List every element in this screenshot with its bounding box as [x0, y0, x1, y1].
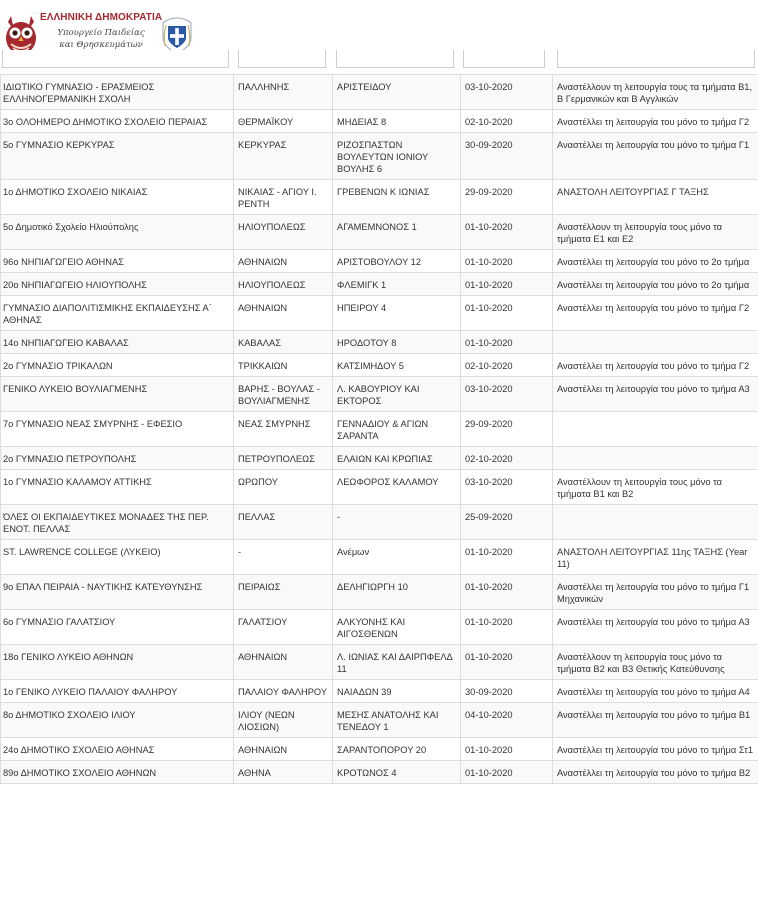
table-row — [1, 540, 758, 575]
cell-date: 01-10-2020 — [461, 273, 553, 296]
table-row — [1, 703, 758, 738]
cell-date: 01-10-2020 — [461, 575, 553, 610]
cell-school: 3ο ΟΛΟΗΜΕΡΟ ΔΗΜΟΤΙΚΟ ΣΧΟΛΕΙΟ ΠΕΡΑΙΑΣ — [1, 110, 234, 133]
cell-date: 04-10-2020 — [461, 703, 553, 738]
cell-address: ΔΕΛΗΓΙΩΡΓΗ 10 — [333, 575, 461, 610]
cell-municipality: ΑΘΗΝΑ — [234, 761, 333, 784]
cell-municipality: ΑΘΗΝΑΙΩΝ — [234, 296, 333, 331]
cell-address: ΗΡΟΔΟΤΟΥ 8 — [333, 331, 461, 354]
logo-title: ΕΛΛΗΝΙΚΗ ΔΗΜΟΚΡΑΤΙΑ — [40, 12, 163, 23]
cell-municipality: ΑΘΗΝΑΙΩΝ — [234, 738, 333, 761]
cell-school: 18ο ΓΕΝΙΚΟ ΛΥΚΕΙΟ ΑΘΗΝΩΝ — [1, 645, 234, 680]
cell-address: ΝΑΙΑΔΩΝ 39 — [333, 680, 461, 703]
filter-municipality[interactable] — [238, 50, 326, 68]
cell-note: Αναστέλλει τη λειτουργία του μόνο το τμήμα Γ2 — [553, 354, 758, 377]
cell-municipality: ΗΛΙΟΥΠΟΛΕΩΣ — [234, 215, 333, 250]
cell-school: ST. LAWRENCE COLLEGE (ΛΥΚΕΙΟ) — [1, 540, 234, 575]
cell-municipality: ΝΙΚΑΙΑΣ - ΑΓΙΟΥ Ι. ΡΕΝΤΗ — [234, 180, 333, 215]
cell-note: Αναστέλλουν τη λειτουργία τους μόνο τα τμήματα Β1 και Β2 — [553, 470, 758, 505]
logo-subtitle-2: και Θρησκευμάτων — [59, 40, 143, 50]
cell-date: 01-10-2020 — [461, 738, 553, 761]
cell-municipality: ΚΑΒΑΛΑΣ — [234, 331, 333, 354]
cell-address: ΣΑΡΑΝΤΟΠΟΡΟΥ 20 — [333, 738, 461, 761]
site-header — [0, 0, 758, 56]
table-row — [1, 296, 758, 331]
cell-school: 20ο ΝΗΠΙΑΓΩΓΕΙΟ ΗΛΙΟΥΠΟΛΗΣ — [1, 273, 234, 296]
cell-municipality: ΤΡΙΚΚΑΙΩΝ — [234, 354, 333, 377]
cell-municipality: ΒΑΡΗΣ - ΒΟΥΛΑΣ - ΒΟΥΛΙΑΓΜΕΝΗΣ — [234, 377, 333, 412]
cell-date: 01-10-2020 — [461, 645, 553, 680]
cell-address: ΚΑΤΣΙΜΗΔΟΥ 5 — [333, 354, 461, 377]
table-row — [1, 133, 758, 180]
table-row — [1, 377, 758, 412]
cell-school: 6ο ΓΥΜΝΑΣΙΟ ΓΑΛΑΤΣΙΟΥ — [1, 610, 234, 645]
cell-address: ΚΡΟΤΩΝΟΣ 4 — [333, 761, 461, 784]
table-row — [1, 447, 758, 470]
cell-note: Αναστέλλει τη λειτουργία του μόνο το τμήμα Στ1 — [553, 738, 758, 761]
cell-note: ΑΝΑΣΤΟΛΗ ΛΕΙΤΟΥΡΓΙΑΣ Γ ΤΑΞΗΣ — [553, 180, 758, 215]
cell-municipality: ΩΡΩΠΟΥ — [234, 470, 333, 505]
cell-address: ΕΛΑΙΩΝ ΚΑΙ ΚΡΩΠΙΑΣ — [333, 447, 461, 470]
cell-note: Αναστέλλει τη λειτουργία του μόνο το τμήμα Γ1 — [553, 133, 758, 180]
cell-school: 5ο Δημοτικό Σχολείο Ηλιούπολης — [1, 215, 234, 250]
cell-date: 03-10-2020 — [461, 470, 553, 505]
cell-note: Αναστέλλει τη λειτουργία του μόνο το τμήμα Β1 — [553, 703, 758, 738]
cell-date: 30-09-2020 — [461, 133, 553, 180]
cell-school: ΌΛΕΣ ΟΙ ΕΚΠΑΙΔΕΥΤΙΚΕΣ ΜΟΝΑΔΕΣ ΤΗΣ ΠΕΡ. ΕΝΟΤ. ΠΕΛΛΑΣ — [1, 505, 234, 540]
cell-note: Αναστέλλουν τη λειτουργία τους μόνο τα τμήματα Β2 και Β3 Θετικής Κατεύθυνσης — [553, 645, 758, 680]
table-row — [1, 412, 758, 447]
cell-date: 02-10-2020 — [461, 447, 553, 470]
cell-address: ΑΓΑΜΕΜΝΟΝΟΣ 1 — [333, 215, 461, 250]
cell-school: 89ο ΔΗΜΟΤΙΚΟ ΣΧΟΛΕΙΟ ΑΘΗΝΩΝ — [1, 761, 234, 784]
cell-note: Αναστέλλει τη λειτουργία του μόνο το τμήμα Γ2 — [553, 110, 758, 133]
table-row — [1, 680, 758, 703]
cell-school: 9ο ΕΠΑΛ ΠΕΙΡΑΙΑ - ΝΑΥΤΙΚΗΣ ΚΑΤΕΥΘΥΝΣΗΣ — [1, 575, 234, 610]
table-row — [1, 331, 758, 354]
cell-note: Αναστέλλει τη λειτουργία του μόνο το τμήμα Γ1 Μηχανικών — [553, 575, 758, 610]
cell-municipality: - — [234, 540, 333, 575]
cell-note: ΑΝΑΣΤΟΛΗ ΛΕΙΤΟΥΡΓΙΑΣ 11ης ΤΑΞΗΣ (Year 11) — [553, 540, 758, 575]
cell-school: 1ο ΓΕΝΙΚΟ ΛΥΚΕΙΟ ΠΑΛΑΙΟΥ ΦΑΛΗΡΟΥ — [1, 680, 234, 703]
cell-date: 01-10-2020 — [461, 761, 553, 784]
cell-municipality: ΠΑΛΑΙΟΥ ΦΑΛΗΡΟΥ — [234, 680, 333, 703]
cell-address: ΓΡΕΒΕΝΩΝ Κ ΙΩΝΙΑΣ — [333, 180, 461, 215]
cell-date: 03-10-2020 — [461, 75, 553, 110]
cell-date: 30-09-2020 — [461, 680, 553, 703]
cell-note: Αναστέλλουν τη λειτουργία τους μόνο τα τμήματα Ε1 και Ε2 — [553, 215, 758, 250]
cell-school: 8ο ΔΗΜΟΤΙΚΟ ΣΧΟΛΕΙΟ ΙΛΙΟΥ — [1, 703, 234, 738]
cell-date: 01-10-2020 — [461, 296, 553, 331]
table-row — [1, 470, 758, 505]
table-row — [1, 273, 758, 296]
column-filter-row — [0, 50, 758, 74]
table-row — [1, 761, 758, 784]
cell-address: Λ. ΚΑΒΟΥΡΙΟΥ ΚΑΙ ΕΚΤΟΡΟΣ — [333, 377, 461, 412]
table-body — [1, 75, 758, 784]
owl-logo-icon — [2, 8, 40, 56]
cell-date: 01-10-2020 — [461, 540, 553, 575]
cell-school: 7ο ΓΥΜΝΑΣΙΟ ΝΕΑΣ ΣΜΥΡΝΗΣ - ΕΦΕΣΙΟ — [1, 412, 234, 447]
cell-address: ΑΡΙΣΤΟΒΟΥΛΟΥ 12 — [333, 250, 461, 273]
cell-address: ΗΠΕΙΡΟΥ 4 — [333, 296, 461, 331]
cell-note: Αναστέλλει τη λειτουργία του μόνο το 2ο τμήμα — [553, 273, 758, 296]
cell-municipality: ΗΛΙΟΥΠΟΛΕΩΣ — [234, 273, 333, 296]
cell-address: ΦΛΕΜΙΓΚ 1 — [333, 273, 461, 296]
cell-address: ΑΡΙΣΤΕΙΔΟΥ — [333, 75, 461, 110]
cell-municipality: ΠΕΛΛΑΣ — [234, 505, 333, 540]
cell-municipality: ΓΑΛΑΤΣΙΟΥ — [234, 610, 333, 645]
table-row — [1, 610, 758, 645]
cell-municipality: ΠΕΙΡΑΙΩΣ — [234, 575, 333, 610]
cell-note — [553, 331, 758, 354]
cell-school: 5ο ΓΥΜΝΑΣΙΟ ΚΕΡΚΥΡΑΣ — [1, 133, 234, 180]
cell-address: ΡΙΖΟΣΠΑΣΤΩΝ ΒΟΥΛΕΥΤΩΝ ΙΟΝΙΟΥ ΒΟΥΛΗΣ 6 — [333, 133, 461, 180]
table-row — [1, 180, 758, 215]
cell-date: 02-10-2020 — [461, 354, 553, 377]
table-row — [1, 354, 758, 377]
cell-school: 14ο ΝΗΠΙΑΓΩΓΕΙΟ ΚΑΒΑΛΑΣ — [1, 331, 234, 354]
cell-municipality: ΠΕΤΡΟΥΠΟΛΕΩΣ — [234, 447, 333, 470]
cell-address: - — [333, 505, 461, 540]
cell-municipality: ΑΘΗΝΑΙΩΝ — [234, 645, 333, 680]
cell-municipality: ΑΘΗΝΑΙΩΝ — [234, 250, 333, 273]
cell-school: ΓΥΜΝΑΣΙΟ ΔΙΑΠΟΛΙΤΙΣΜΙΚΗΣ ΕΚΠΑΙΔΕΥΣΗΣ Α΄ ΑΘΗΝΑΣ — [1, 296, 234, 331]
cell-municipality: ΚΕΡΚΥΡΑΣ — [234, 133, 333, 180]
cell-date: 03-10-2020 — [461, 377, 553, 412]
cell-date: 25-09-2020 — [461, 505, 553, 540]
cell-date: 01-10-2020 — [461, 610, 553, 645]
cell-date: 01-10-2020 — [461, 331, 553, 354]
school-closures-table — [0, 74, 758, 784]
cell-date: 29-09-2020 — [461, 412, 553, 447]
cell-municipality: ΝΕΑΣ ΣΜΥΡΝΗΣ — [234, 412, 333, 447]
cell-municipality: ΠΑΛΛΗΝΗΣ — [234, 75, 333, 110]
cell-school: 24ο ΔΗΜΟΤΙΚΟ ΣΧΟΛΕΙΟ ΑΘΗΝΑΣ — [1, 738, 234, 761]
table-row — [1, 505, 758, 540]
table-row — [1, 250, 758, 273]
cell-note — [553, 447, 758, 470]
cell-address: ΜΗΔΕΙΑΣ 8 — [333, 110, 461, 133]
cell-note: Αναστέλλει τη λειτουργία του μόνο το τμήμα Α4 — [553, 680, 758, 703]
cell-note: Αναστέλλει τη λειτουργία του μόνο το τμήμα Γ2 — [553, 296, 758, 331]
table-row — [1, 575, 758, 610]
filter-school[interactable] — [2, 50, 229, 68]
filter-address[interactable] — [336, 50, 454, 68]
cell-municipality: ΘΕΡΜΑΪΚΟΥ — [234, 110, 333, 133]
cell-note: Αναστέλλει τη λειτουργία του μόνο το 2ο τμήμα — [553, 250, 758, 273]
cell-school: 1ο ΓΥΜΝΑΣΙΟ ΚΑΛΑΜΟΥ ΑΤΤΙΚΗΣ — [1, 470, 234, 505]
cell-date: 01-10-2020 — [461, 215, 553, 250]
cell-date: 02-10-2020 — [461, 110, 553, 133]
cell-address: Λ. ΙΩΝΙΑΣ ΚΑΙ ΔΑΙΡΠΦΕΛΔ 11 — [333, 645, 461, 680]
cell-note — [553, 505, 758, 540]
cell-date: 29-09-2020 — [461, 180, 553, 215]
logo-subtitle-1: Υπουργείο Παιδείας — [57, 28, 145, 38]
cell-school: 96ο ΝΗΠΙΑΓΩΓΕΙΟ ΑΘΗΝΑΣ — [1, 250, 234, 273]
cell-note: Αναστέλλει τη λειτουργία του μόνο το τμήμα Α3 — [553, 377, 758, 412]
cell-school: 2ο ΓΥΜΝΑΣΙΟ ΤΡΙΚΑΛΩΝ — [1, 354, 234, 377]
filter-date[interactable] — [463, 50, 545, 68]
cell-note: Αναστέλλει τη λειτουργία του μόνο το τμήμα Β2 — [553, 761, 758, 784]
cell-address: ΓΕΝΝΑΔΙΟΥ & ΑΓΙΩΝ ΣΑΡΑΝΤΑ — [333, 412, 461, 447]
logo-text — [40, 12, 163, 51]
filter-note[interactable] — [557, 50, 755, 68]
table-row — [1, 738, 758, 761]
cell-address: ΛΕΩΦΟΡΟΣ ΚΑΛΑΜΟΥ — [333, 470, 461, 505]
table-row — [1, 215, 758, 250]
cell-school: ΓΕΝΙΚΟ ΛΥΚΕΙΟ ΒΟΥΛΙΑΓΜΕΝΗΣ — [1, 377, 234, 412]
cell-address: Ανέμων — [333, 540, 461, 575]
cell-note: Αναστέλλουν τη λειτουργία τους τα τμήματα Β1, Β Γερμανικών και Β Αγγλικών — [553, 75, 758, 110]
cell-address: ΑΛΚΥΟΝΗΣ ΚΑΙ ΑΙΓΟΣΘΕΝΩΝ — [333, 610, 461, 645]
cell-municipality: ΙΛΙΟΥ (ΝΕΩΝ ΛΙΟΣΙΩΝ) — [234, 703, 333, 738]
table-row — [1, 110, 758, 133]
cell-date: 01-10-2020 — [461, 250, 553, 273]
table-row — [1, 645, 758, 680]
cell-note: Αναστέλλει τη λειτουργία του μόνο το τμήμα Α3 — [553, 610, 758, 645]
cell-note — [553, 412, 758, 447]
table-row — [1, 75, 758, 110]
cell-school: 2ο ΓΥΜΝΑΣΙΟ ΠΕΤΡΟΥΠΟΛΗΣ — [1, 447, 234, 470]
cell-school: 1ο ΔΗΜΟΤΙΚΟ ΣΧΟΛΕΙΟ ΝΙΚΑΙΑΣ — [1, 180, 234, 215]
cell-school: ΙΔΙΩΤΙΚΟ ΓΥΜΝΑΣΙΟ - ΕΡΑΣΜΕΙΟΣ ΕΛΛΗΝΟΓΕΡΜΑΝΙΚΗ ΣΧΟΛΗ — [1, 75, 234, 110]
cell-address: ΜΕΣΗΣ ΑΝΑΤΟΛΗΣ ΚΑΙ ΤΕΝΕΔΟΥ 1 — [333, 703, 461, 738]
